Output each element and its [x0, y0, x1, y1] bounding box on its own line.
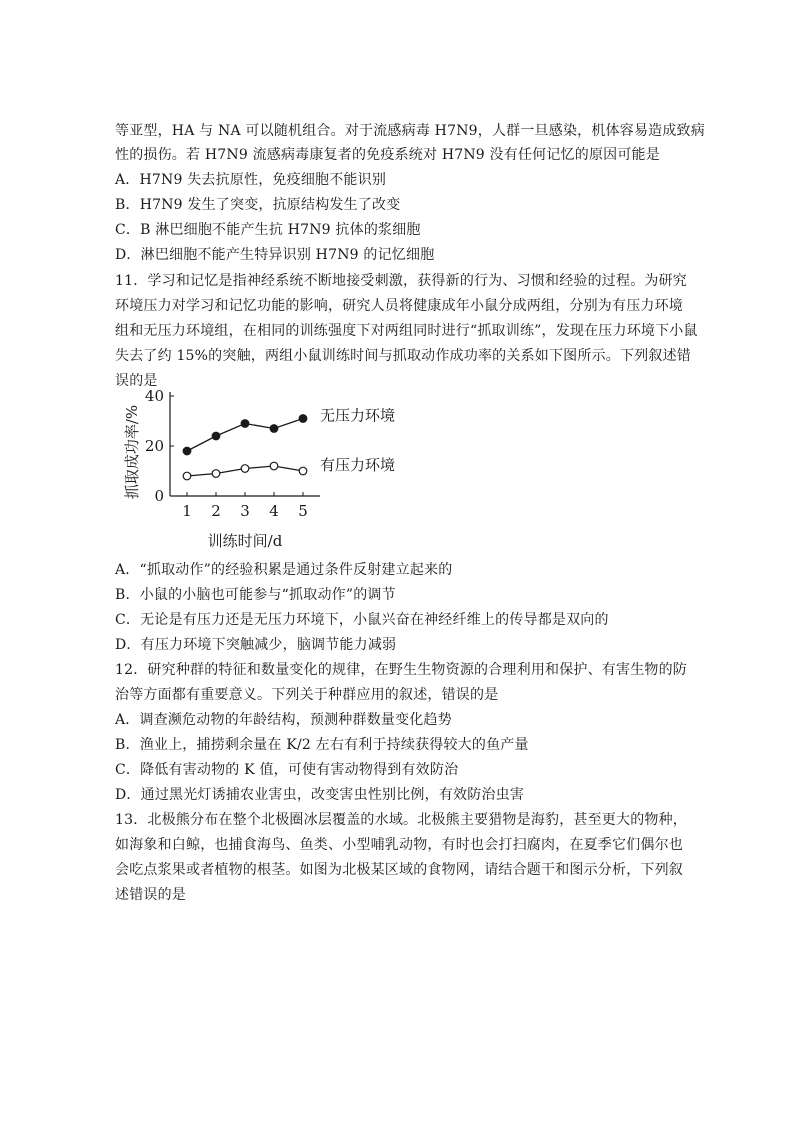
q11-option-c: C．无论是有压力还是无压力环境下，小鼠兴奋在神经纤维上的传导都是双向的 [115, 612, 609, 628]
q13-stem-line-1: 13．北极熊分布在整个北极圈冰层覆盖的水域。北极熊主要猎物是海豹，甚至更大的物种， [115, 812, 688, 828]
chart-point-filled [212, 432, 220, 440]
q11-option-b: B．小鼠的小脑也可能参与“抓取动作”的调节 [115, 587, 396, 603]
q11-stem-line-3: 组和无压力环境组，在相同的训练强度下对两组同时进行“抓取训练”，发现在压力环境下小鼠 [115, 323, 698, 339]
chart-x-tick-label: 5 [298, 502, 308, 520]
chart-x-tick-label: 2 [211, 502, 221, 520]
chart-point-open [241, 465, 249, 473]
chart-x-tick-label: 1 [182, 502, 192, 520]
q11-stem-line-5: 误的是 [115, 373, 158, 389]
q10-text-line-1: 等亚型，HA 与 NA 可以随机组合。对于流感病毒 H7N9，人群一旦感染，机体容易造成致病 [115, 123, 705, 139]
q10-option-d: D．淋巴细胞不能产生特异识别 H7N9 的记忆细胞 [115, 247, 435, 263]
q12-option-b: B．渔业上，捕捞剩余量在 K/2 左右有利于持续获得较大的鱼产量 [115, 737, 529, 753]
q12-stem-line-2: 治等方面都有重要意义。下列关于种群应用的叙述，错误的是 [115, 687, 499, 703]
chart-series-label: 有压力环境 [320, 456, 396, 474]
q11-option-a: A．“抓取动作”的经验积累是通过条件反射建立起来的 [115, 562, 453, 578]
q11-line-chart [115, 380, 425, 550]
q11-stem-line-1: 11．学习和记忆是指神经系统不断地接受刺激，获得新的行为、习惯和经验的过程。为研究 [115, 273, 688, 289]
chart-point-filled [299, 415, 307, 423]
q13-stem-line-4: 述错误的是 [115, 887, 186, 903]
chart-series-label: 无压力环境 [320, 406, 396, 425]
chart-point-filled [183, 447, 191, 455]
chart-point-open [212, 470, 220, 478]
chart-y-tick-label: 20 [144, 437, 164, 455]
chart-point-filled [241, 420, 249, 428]
q12-option-c: C．降低有害动物的 K 值，可使有害动物得到有效防治 [115, 762, 459, 778]
chart-y-tick-label: 0 [154, 487, 164, 505]
q13-stem-line-3: 会吃点浆果或者植物的根茎。如图为北极某区域的食物网，请结合题干和图示分析，下列叙 [115, 862, 683, 878]
chart-x-tick-label: 4 [269, 502, 279, 520]
chart-x-tick-label: 3 [240, 502, 250, 520]
q11-option-d: D．有压力环境下突触减少，脑调节能力减弱 [115, 637, 397, 653]
chart-point-open [270, 462, 278, 470]
q12-stem-line-1: 12．研究种群的特征和数量变化的规律，在野生生物资源的合理利用和保护、有害生物的防 [115, 662, 688, 678]
q12-option-a: A．调查濒危动物的年龄结构，预测种群数量变化趋势 [115, 712, 452, 728]
q10-option-a: A．H7N9 失去抗原性，免疫细胞不能识别 [115, 172, 387, 188]
q10-option-b: B．H7N9 发生了突变，抗原结构发生了改变 [115, 197, 401, 213]
q12-option-d: D．通过黑光灯诱捕农业害虫，改变害虫性别比例，有效防治虫害 [115, 787, 525, 803]
q11-stem-line-2: 环境压力对学习和记忆功能的影响，研究人员将健康成年小鼠分成两组，分别为有压力环境 [115, 298, 683, 314]
chart-y-axis-label: 抓取成功率/% [123, 404, 141, 500]
chart-point-filled [270, 425, 278, 433]
chart-point-open [183, 472, 191, 480]
chart-x-axis-label: 训练时间/d [207, 532, 283, 550]
chart-y-tick-label: 40 [144, 387, 164, 405]
q10-option-c: C．B 淋巴细胞不能产生抗 H7N9 抗体的浆细胞 [115, 222, 421, 238]
q10-text-line-2: 性的损伤。若 H7N9 流感病毒康复者的免疫系统对 H7N9 没有任何记忆的原因可能是 [115, 147, 660, 163]
chart-point-open [299, 467, 307, 475]
q11-stem-line-4: 失去了约 15%的突触，两组小鼠训练时间与抓取动作成功率的关系如下图所示。下列叙述错 [115, 348, 691, 364]
q13-stem-line-2: 如海象和白鲸，也捕食海鸟、鱼类、小型哺乳动物，有时也会打扫腐肉，在夏季它们偶尔也 [115, 837, 683, 853]
chart-svg [115, 380, 425, 550]
